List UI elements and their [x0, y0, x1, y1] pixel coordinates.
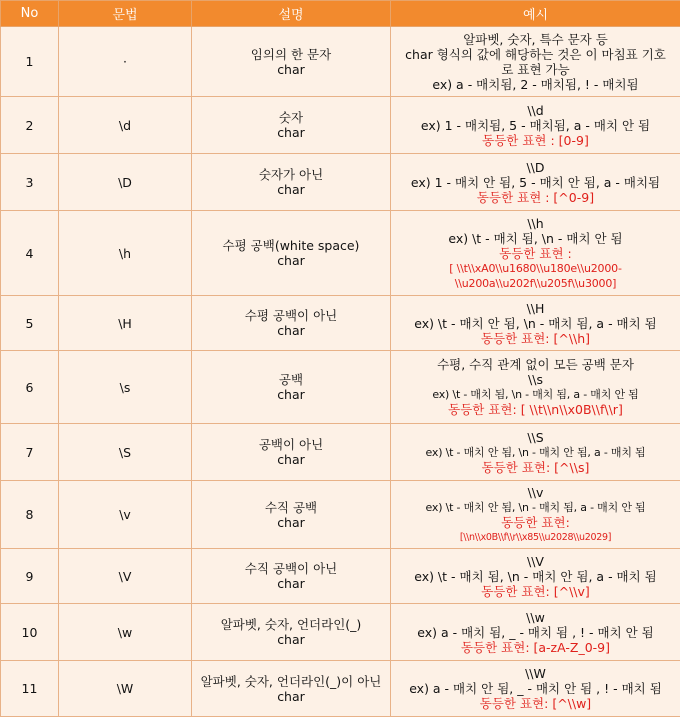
row-no: 9 [1, 549, 59, 604]
row-syntax: \h [59, 211, 192, 296]
example-line: \\v [393, 485, 678, 500]
example-line: \\d [393, 103, 678, 118]
row-desc [192, 424, 391, 481]
row-example [391, 604, 680, 661]
row-example [391, 296, 680, 351]
row-syntax: \H [59, 296, 192, 351]
desc-line: 수평 공백이 아닌 [194, 308, 388, 323]
equivalent-expression: 동등한 표현: [a-zA-Z_0-9] [393, 640, 678, 655]
row-syntax: · [59, 27, 192, 97]
example-line: ex) a - 매치 안 됨, _ - 매치 안 됨 , ! - 매치 됨 [393, 681, 678, 696]
example-line: char 형식의 값에 해당하는 것은 이 마침표 기호 [393, 47, 678, 62]
table-row [1, 481, 680, 549]
row-no: 1 [1, 27, 59, 97]
equivalent-expression: [ \\t\\xA0\\u1680\\u180e\\u2000- [393, 261, 678, 276]
example-line: \\w [393, 610, 678, 625]
row-syntax: \D [59, 154, 192, 211]
row-no: 11 [1, 661, 59, 717]
row-example [391, 661, 680, 717]
table-row [1, 154, 680, 211]
row-desc [192, 27, 391, 97]
desc-line: 알파벳, 숫자, 언더라인(_)이 아닌 [194, 674, 388, 689]
table-row [1, 424, 680, 481]
example-line: ex) a - 매치 됨, _ - 매치 됨 , ! - 매치 안 됨 [393, 625, 678, 640]
desc-line: char [194, 387, 388, 402]
example-line: ex) \t - 매치 됨, \n - 매치 안 됨, a - 매치 됨 [393, 569, 678, 584]
desc-line: 임의의 한 문자 [194, 47, 388, 62]
example-line: \\D [393, 160, 678, 175]
row-desc [192, 604, 391, 661]
equivalent-expression: \\u200a\\u202f\\u205f\\u3000] [393, 276, 678, 291]
equivalent-expression: 동등한 표현: [^\\v] [393, 584, 678, 599]
row-no: 5 [1, 296, 59, 351]
row-example [391, 211, 680, 296]
example-line: ex) \t - 매치 됨, \n - 매치 됨, a - 매치 안 됨 [393, 387, 678, 402]
example-line: ex) \t - 매치 됨, \n - 매치 안 됨 [393, 231, 678, 246]
example-line: ex) \t - 매치 안 됨, \n - 매치 안 됨, a - 매치 됨 [393, 445, 678, 460]
desc-line: char [194, 125, 388, 140]
row-example [391, 27, 680, 97]
row-syntax: \V [59, 549, 192, 604]
desc-line: 숫자가 아닌 [194, 167, 388, 182]
header-desc: 설명 [192, 1, 391, 27]
example-line: \\s [393, 372, 678, 387]
desc-line: char [194, 253, 388, 268]
table-row [1, 351, 680, 424]
desc-line: char [194, 632, 388, 647]
row-syntax: \S [59, 424, 192, 481]
example-line: 수평, 수직 관계 없이 모든 공백 문자 [393, 357, 678, 372]
row-syntax: \d [59, 97, 192, 154]
header-row [1, 1, 680, 27]
equivalent-expression: 동등한 표현: [ \\t\\n\\x0B\\f\\r] [393, 402, 678, 417]
row-desc [192, 211, 391, 296]
row-no: 2 [1, 97, 59, 154]
table-row [1, 549, 680, 604]
header-no: No [1, 1, 59, 27]
desc-line: 숫자 [194, 110, 388, 125]
row-example [391, 481, 680, 549]
row-desc [192, 296, 391, 351]
desc-line: char [194, 62, 388, 77]
desc-line: char [194, 323, 388, 338]
row-example [391, 424, 680, 481]
equivalent-expression: 동등한 표현: [^\\h] [393, 331, 678, 346]
equivalent-expression: 동등한 표현: [^\\s] [393, 460, 678, 475]
example-line: ex) \t - 매치 안 됨, \n - 매치 됨, a - 매치 됨 [393, 316, 678, 331]
desc-line: 공백이 아닌 [194, 437, 388, 452]
desc-line: char [194, 182, 388, 197]
row-example [391, 97, 680, 154]
example-line: ex) \t - 매치 안 됨, \n - 매치 됨, a - 매치 안 됨 [393, 500, 678, 515]
row-no: 7 [1, 424, 59, 481]
row-no: 8 [1, 481, 59, 549]
example-line: \\h [393, 216, 678, 231]
row-desc [192, 661, 391, 717]
desc-line: 공백 [194, 372, 388, 387]
row-example [391, 549, 680, 604]
row-syntax: \w [59, 604, 192, 661]
example-line: 로 표현 가능 [393, 62, 678, 77]
example-line: \\V [393, 554, 678, 569]
example-line: \\W [393, 666, 678, 681]
row-no: 6 [1, 351, 59, 424]
header-example: 예시 [391, 1, 680, 27]
row-no: 3 [1, 154, 59, 211]
row-no: 4 [1, 211, 59, 296]
example-line: ex) 1 - 매치 안 됨, 5 - 매치 안 됨, a - 매치됨 [393, 175, 678, 190]
table-row [1, 661, 680, 717]
equivalent-expression: 동등한 표현 : [0-9] [393, 133, 678, 148]
row-desc [192, 97, 391, 154]
desc-line: char [194, 452, 388, 467]
row-syntax: \v [59, 481, 192, 549]
desc-line: 알파벳, 숫자, 언더라인(_) [194, 617, 388, 632]
table-row [1, 211, 680, 296]
desc-line: 수평 공백(white space) [194, 238, 388, 253]
row-syntax: \W [59, 661, 192, 717]
table-row [1, 27, 680, 97]
header-syntax: 문법 [59, 1, 192, 27]
row-no: 10 [1, 604, 59, 661]
equivalent-expression: [\\n\\x0B\\f\\r\\x85\\u2028\\u2029] [393, 530, 678, 545]
equivalent-expression: 동등한 표현 : [^0-9] [393, 190, 678, 205]
row-syntax: \s [59, 351, 192, 424]
row-desc [192, 549, 391, 604]
table-row [1, 296, 680, 351]
example-line: ex) 1 - 매치됨, 5 - 매치됨, a - 매치 안 됨 [393, 118, 678, 133]
equivalent-expression: 동등한 표현: [^\\w] [393, 696, 678, 711]
row-desc [192, 351, 391, 424]
desc-line: 수직 공백이 아닌 [194, 561, 388, 576]
example-line: ex) a - 매치됨, 2 - 매치됨, ! - 매치됨 [393, 77, 678, 92]
desc-line: char [194, 576, 388, 591]
row-example [391, 154, 680, 211]
equivalent-expression: 동등한 표현 : [393, 246, 678, 261]
desc-line: char [194, 689, 388, 704]
example-line: \\S [393, 430, 678, 445]
example-line: \\H [393, 301, 678, 316]
desc-line: char [194, 515, 388, 530]
equivalent-expression: 동등한 표현: [393, 515, 678, 530]
row-desc [192, 154, 391, 211]
table-row [1, 97, 680, 154]
desc-line: 수직 공백 [194, 500, 388, 515]
row-example [391, 351, 680, 424]
table-row [1, 604, 680, 661]
row-desc [192, 481, 391, 549]
example-line: 알파벳, 숫자, 특수 문자 등 [393, 32, 678, 47]
